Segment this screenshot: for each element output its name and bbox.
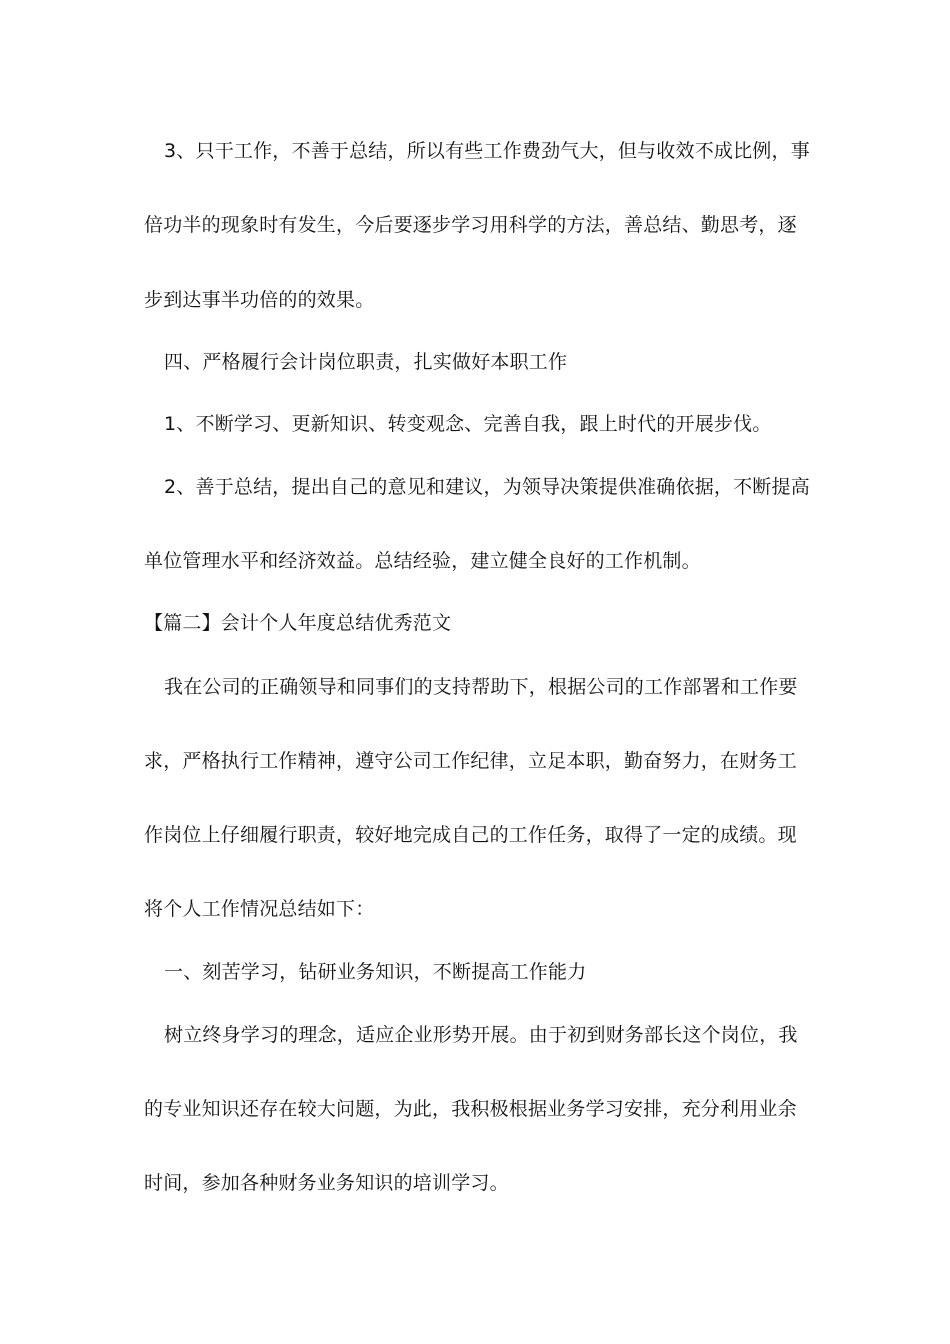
paragraph-line: 步到达事半功倍的的效果。: [144, 289, 375, 311]
paragraph-line: 作岗位上仔细履行职责，较好地完成自己的工作任务，取得了一定的成绩。现: [144, 824, 797, 846]
paragraph-line: 单位管理水平和经济效益。总结经验，建立健全良好的工作机制。: [144, 550, 701, 572]
paragraph-line: 倍功半的现象时有发生，今后要逐步学习用科学的方法，善总结、勤思考，逐: [144, 214, 797, 236]
article-title: 【篇二】会计个人年度总结优秀范文: [144, 612, 452, 634]
list-item: 2、善于总结，提出自己的意见和建议，为领导决策提供准确依据，不断提高: [164, 476, 810, 498]
paragraph-line: 树立终身学习的理念，适应企业形势开展。由于初到财务部长这个岗位，我: [164, 1024, 798, 1046]
list-item: 1、不断学习、更新知识、转变观念、完善自我，跟上时代的开展步伐。: [164, 413, 772, 435]
paragraph-line: 时间，参加各种财务业务知识的培训学习。: [144, 1172, 509, 1194]
section-heading: 四、严格履行会计岗位职责，扎实做好本职工作: [164, 351, 568, 373]
paragraph-line: 求，严格执行工作精神，遵守公司工作纪律，立足本职，勤奋努力，在财务工: [144, 750, 797, 772]
section-heading: 一、刻苦学习，钻研业务知识，不断提高工作能力: [164, 961, 587, 983]
paragraph-line: 我在公司的正确领导和同事们的支持帮助下，根据公司的工作部署和工作要: [164, 676, 798, 698]
paragraph-line: 将个人工作情况总结如下：: [144, 898, 375, 920]
paragraph-line: 3、只干工作，不善于总结，所以有些工作费劲气大，但与收效不成比例，事: [164, 140, 810, 162]
paragraph-line: 的专业知识还存在较大问题，为此，我积极根据业务学习安排，充分利用业余: [144, 1098, 797, 1120]
